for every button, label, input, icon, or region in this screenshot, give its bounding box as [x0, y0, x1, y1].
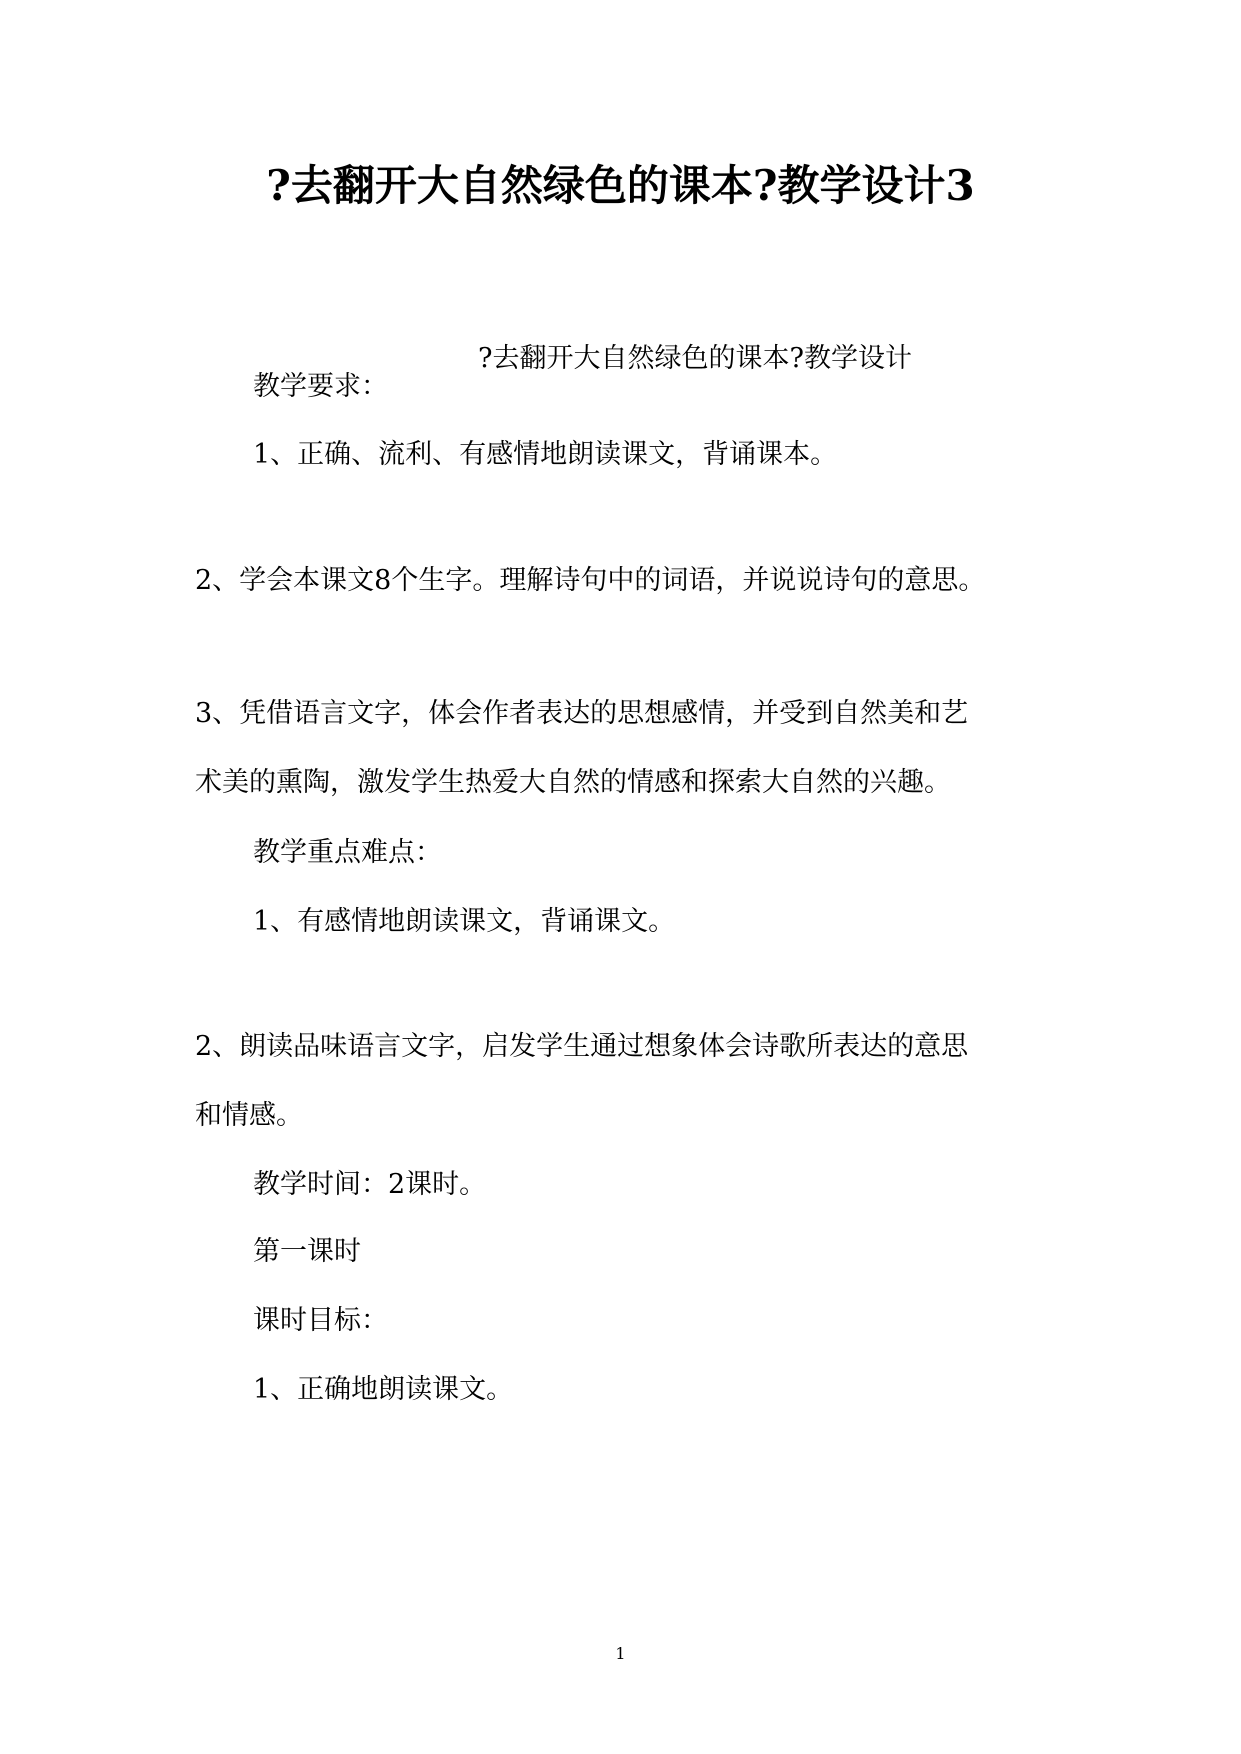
teaching-time-line: 教学时间：2课时。: [253, 1169, 487, 1200]
paragraph-line: 术美的熏陶，激发学生热爱大自然的情感和探索大自然的兴趣。: [195, 767, 951, 798]
paragraph-line: 1、正确地朗读课文。: [253, 1374, 514, 1405]
paragraph-line: 3、凭借语言文字，体会作者表达的思想感情，并受到自然美和艺: [195, 698, 969, 729]
paragraph-line: 和情感。: [195, 1100, 303, 1131]
section-heading-requirements: 教学要求：: [253, 371, 388, 402]
paragraph-line: 1、正确、流利、有感情地朗读课文，背诵课本。: [253, 439, 838, 470]
paragraph-line: 1、有感情地朗读课文，背诵课文。: [253, 906, 676, 937]
section-heading-first-lesson: 第一课时: [253, 1236, 361, 1267]
document-subtitle: ?去翻开大自然绿色的课本?教学设计: [478, 343, 912, 374]
paragraph-line: 2、朗读品味语言文字，启发学生通过想象体会诗歌所表达的意思: [195, 1031, 969, 1062]
section-heading-key-points: 教学重点难点：: [253, 837, 442, 868]
section-heading-lesson-goals: 课时目标：: [253, 1305, 388, 1336]
page-number: 1: [615, 1644, 626, 1663]
paragraph-line: 2、学会本课文8个生字。理解诗句中的词语，并说说诗句的意思。: [195, 565, 986, 596]
document-title: ?去翻开大自然绿色的课本?教学设计3: [266, 161, 975, 210]
